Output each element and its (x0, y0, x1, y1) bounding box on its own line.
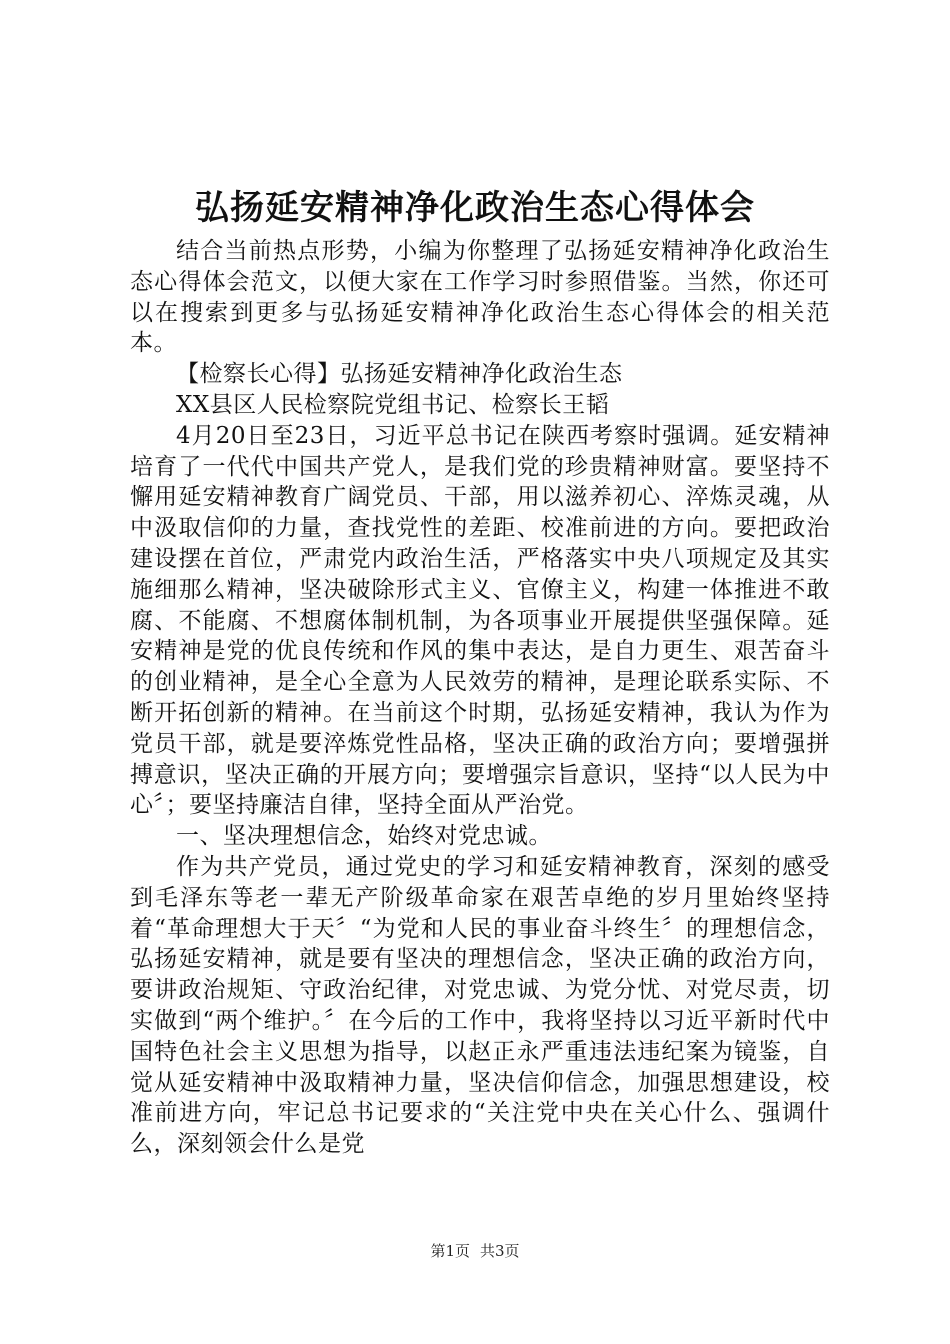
body-paragraph: 作为共产党员，通过党史的学习和延安精神教育，深刻的感受到毛泽东等老一辈无产阶级革命家在艰苦卓绝的岁月里始终坚持着“革命理想大于天〞“为党和人民的事业奋斗终生〞的理想信念，弘扬延安精神，就是要有坚决的理想信念，坚决正确的政治方向，要讲政治规矩、守政治纪律，对党忠诚、为党分忧、对党尽责，切实做到“两个维护。〞在今后的工作中，我将坚持以习近平新时代中国特色社会主义思想为指导，以赵正永严重违法违纪案为镜鉴，自觉从延安精神中汲取精神力量，坚决信仰信念，加强思想建设，校准前进方向，牢记总书记要求的“关注党中央在关心什么、强调什么，深刻领会什么是党 (130, 853, 830, 1158)
document-body (130, 236, 830, 1160)
page-total: 共3页 (480, 1242, 520, 1260)
subsection-heading: 一、坚决理想信念，始终对党忠诚。 (176, 823, 552, 850)
author-line: XX县区人民检察院党组书记、检察长王韬 (176, 391, 610, 418)
document-title: 弘扬延安精神净化政治生态心得体会 (195, 188, 755, 228)
intro-paragraph: 结合当前热点形势，小编为你整理了弘扬延安精神净化政治生态心得体会范文，以便大家在工作学习时参照借鉴。当然，你还可以在搜索到更多与弘扬延安精神净化政治生态心得体会的相关范本。 (130, 238, 830, 357)
page-footer (0, 1240, 950, 1262)
section-heading: 【检察长心得】弘扬延安精神净化政治生态 (176, 361, 623, 388)
body-paragraph: 4月20日至23日，习近平总书记在陕西考察时强调。延安精神培育了一代代中国共产党人，是我们党的珍贵精神财富。要坚持不懈用延安精神教育广阔党员、干部，用以滋养初心、淬炼灵魂，从中汲取信仰的力量，查找党性的差距、校准前进的方向。要把政治建设摆在首位，严肃党内政治生活，严格落实中央八项规定及其实施细那么精神，坚决破除形式主义、官僚主义，构建一体推进不敢腐、不能腐、不想腐体制机制，为各项事业开展提供坚强保障。延安精神是党的优良传统和作风的集中表达，是自力更生、艰苦奋斗的创业精神，是全心全意为人民效劳的精神，是理论联系实际、不断开拓创新的精神。在当前这个时期，弘扬延安精神，我认为作为党员干部，就是要淬炼党性品格，坚决正确的政治方向；要增强拼搏意识，坚决正确的开展方向；要增强宗旨意识，坚持“以人民为中心〞；要坚持廉洁自律，坚持全面从严治党。 (130, 422, 830, 819)
page-number: 第1页 (430, 1242, 470, 1260)
